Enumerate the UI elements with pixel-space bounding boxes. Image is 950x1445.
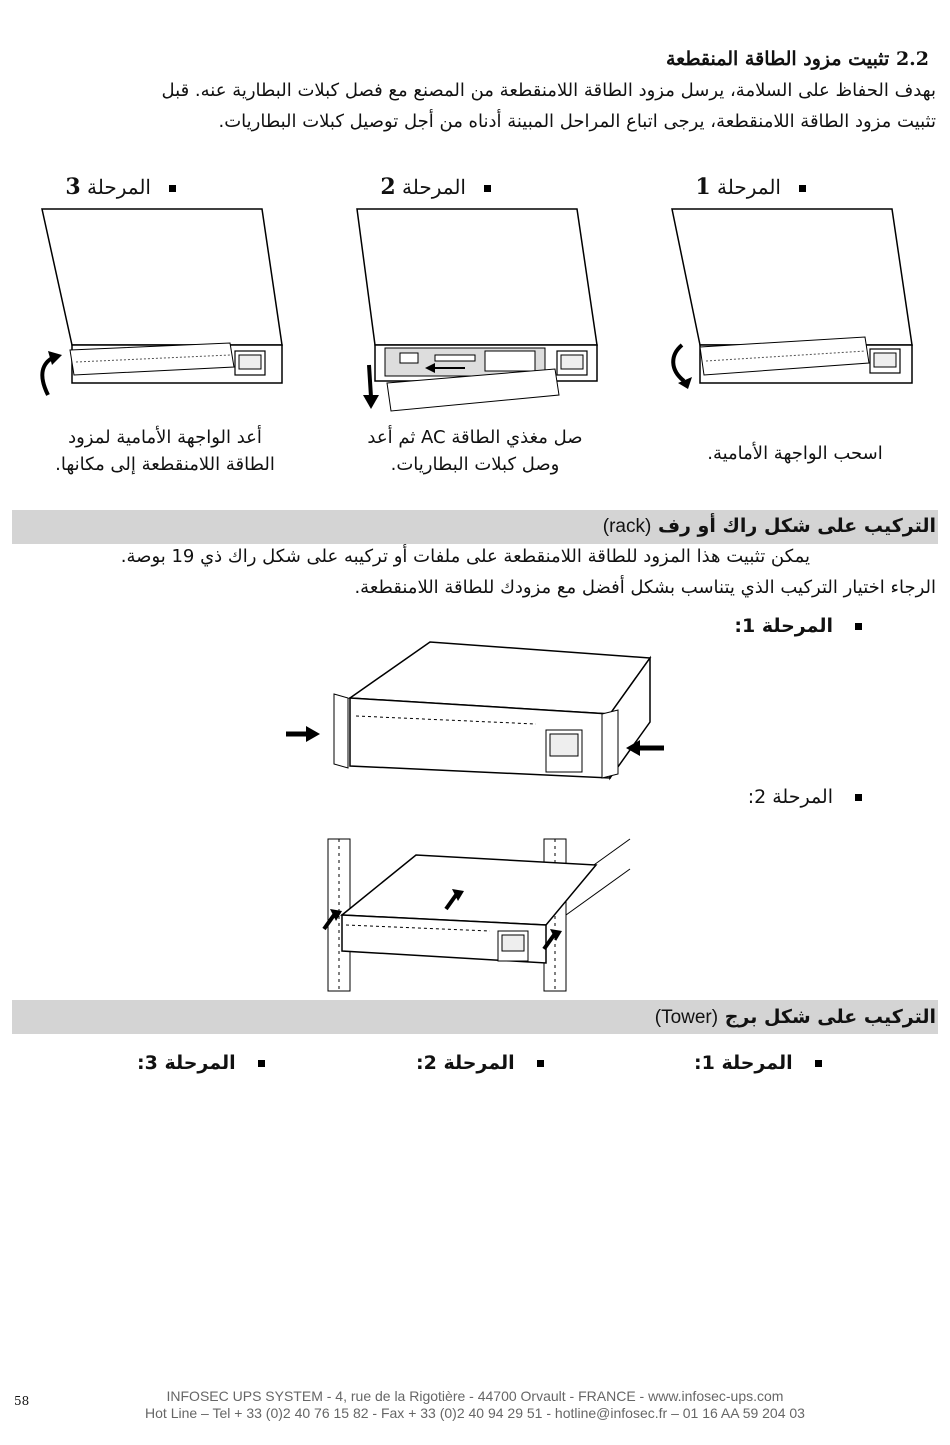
rack-line-2: الرجاء اختيار التركيب الذي يتناسب بشكل أفضل مع مزودك للطاقة اللامنقطعة. bbox=[354, 577, 936, 598]
step1-caption: اسحب الواجهة الأمامية. bbox=[707, 443, 883, 464]
step3-ups-illustration bbox=[30, 205, 295, 405]
intro-line-2: تثبيت مزود الطاقة اللامنقطعة، يرجى اتباع المراحل المبينة أدناه من أجل توصيل كبلات البطاريات. bbox=[218, 111, 936, 132]
step2-ups-illustration bbox=[345, 205, 610, 420]
rack-step2-illustration bbox=[320, 835, 635, 995]
bullet-square bbox=[537, 1060, 544, 1067]
footer-line-1: INFOSEC UPS SYSTEM - 4, rue de la Rigotière - 44700 Orvault - FRANCE - www.infosec-ups.com bbox=[166, 1388, 784, 1404]
step2-caption: صل مغذي الطاقة AC ثم أعد وصل كبلات البطاريات. bbox=[367, 427, 583, 475]
rack-step1-label: المرحلة 1: bbox=[734, 615, 862, 637]
intro-line-1: بهدف الحفاظ على السلامة، يرسل مزود الطاقة اللامنقطعة من المصنع مع فصل كبلات البطارية عنه. قبل bbox=[161, 80, 936, 101]
step1-ups-illustration bbox=[660, 205, 925, 405]
step3-caption: أعد الواجهة الأمامية لمزود الطاقة اللامنقطعة إلى مكانها. bbox=[55, 427, 275, 475]
bullet-square bbox=[484, 185, 491, 192]
tower-step2-label: المرحلة 2: bbox=[416, 1052, 544, 1074]
rack-step2-label: المرحلة 2: bbox=[748, 786, 862, 808]
bullet-square bbox=[799, 185, 806, 192]
step3-label: المرحلة 3 bbox=[40, 174, 176, 200]
tower-step1-label: المرحلة 1: bbox=[694, 1052, 822, 1074]
tower-section-title: التركيب على شكل برج (Tower) bbox=[654, 1006, 936, 1028]
bullet-square bbox=[258, 1060, 265, 1067]
step2-label: المرحلة 2 bbox=[355, 174, 491, 200]
tower-step3-label: المرحلة 3: bbox=[137, 1052, 265, 1074]
step1-label: المرحلة 1 bbox=[670, 174, 806, 200]
rack-section-title: التركيب على شكل راك أو رف (rack) bbox=[602, 515, 936, 537]
rack-step1-illustration bbox=[280, 638, 670, 783]
bullet-square bbox=[855, 623, 862, 630]
bullet-square bbox=[855, 794, 862, 801]
bullet-square bbox=[169, 185, 176, 192]
rack-line-1: يمكن تثبيت هذا المزود للطاقة اللامنقطعة على ملفات أو تركيبه على شكل راك ذي 19 بوصة. bbox=[120, 546, 810, 567]
section-title: 2.2 تثبيت مزود الطاقة المنقطعة bbox=[665, 48, 929, 70]
bullet-square bbox=[815, 1060, 822, 1067]
footer-line-2: Hot Line – Tel + 33 (0)2 40 76 15 82 - Fax + 33 (0)2 40 94 29 51 - hotline@infosec.fr – 01 16 AA 59 204 03 bbox=[145, 1405, 805, 1421]
page-number: 58 bbox=[14, 1394, 30, 1408]
